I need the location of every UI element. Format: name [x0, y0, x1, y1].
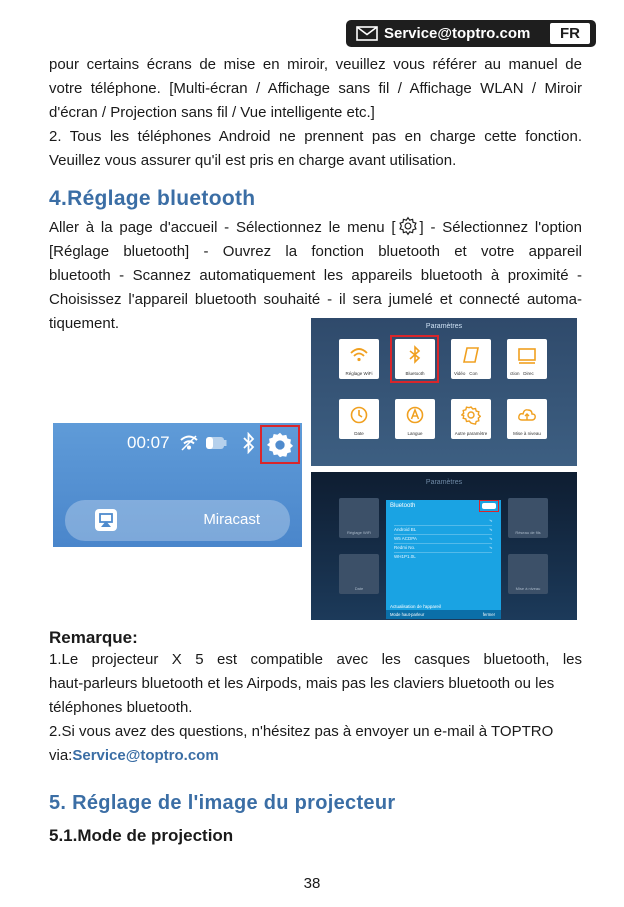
- tile-label: [451, 371, 491, 376]
- section-4-line-5: tiquement.: [49, 315, 120, 332]
- frame-icon: [461, 345, 481, 365]
- wifi-icon: [180, 435, 198, 451]
- section-5-1-title: 5.1.Mode de projection: [49, 826, 234, 845]
- tile-upgrade[interactable]: [507, 399, 547, 439]
- tile-direct[interactable]: [507, 339, 547, 379]
- settings-menu-screenshot: [311, 318, 577, 466]
- speaker-mode-row[interactable]: [386, 610, 501, 619]
- remark-line-1: 1.Le projecteur X 5 est compatible avec les casques bluetooth, les: [49, 651, 582, 668]
- tile-label: [507, 371, 547, 376]
- tile-label: Date: [354, 586, 364, 591]
- speaker-mode-value: fermer: [482, 612, 495, 617]
- cast-icon: [95, 509, 117, 531]
- refresh-devices-label[interactable]: Actualisation de l'appareil: [390, 604, 441, 609]
- device-row[interactable]: W5 ACDPA ⤷: [394, 527, 492, 541]
- bluetooth-icon: [243, 432, 255, 454]
- cloud-upload-icon: [517, 405, 537, 425]
- device-row[interactable]: WH1P1.0L ⤷: [394, 545, 492, 559]
- tile-wifi[interactable]: [339, 339, 379, 379]
- intro-line-3: d'écran / Projection sans fil / Vue intelligente etc.]: [49, 104, 375, 121]
- section-4-title: 4.Réglage bluetooth: [49, 187, 256, 210]
- tile-label: Réseau de fils: [515, 530, 541, 535]
- section-4-line-2: [Réglage bluetooth] - Ouvrez la fonction bluetooth et votre appareil: [49, 243, 582, 260]
- wifi-icon: [349, 345, 369, 365]
- bluetooth-dialog-screenshot: [311, 472, 577, 620]
- tile-language[interactable]: [395, 399, 435, 439]
- section-4-line-1a: Aller à la page d'accueil - Sélectionnez le menu [: [49, 219, 396, 236]
- gear-icon: [398, 216, 418, 236]
- remark-line-4: 2.Si vous avez des questions, n'hésitez pas à envoyer un e-mail à TOPTRO: [49, 723, 554, 740]
- settings-screen-title: Paramètres: [425, 323, 463, 330]
- language-badge: FR: [548, 21, 592, 46]
- tile-upgrade: [508, 554, 548, 594]
- tile-network: [508, 498, 548, 538]
- tile-label: Bluetooth: [405, 371, 425, 376]
- settings-icon[interactable]: [266, 431, 294, 459]
- page-number: 38: [303, 875, 321, 892]
- support-email-link[interactable]: Service@toptro.com: [72, 747, 219, 764]
- settings-screen-title: Paramètres: [425, 479, 463, 486]
- gear-icon: [461, 405, 481, 425]
- tile-other[interactable]: [451, 399, 491, 439]
- section-4-line-4: Choisissez l'appareil bluetooth souhaité - il sera jumelé et connecté automa-: [49, 291, 582, 308]
- tile-label-b: Con: [469, 371, 478, 376]
- section-5-title: 5. Réglage de l'image du projecteur: [49, 792, 396, 814]
- tile-label-a: Vidéo: [454, 371, 466, 376]
- tile-label: Date: [354, 431, 364, 436]
- contact-email[interactable]: Service@toptro.com: [384, 25, 531, 42]
- speaker-mode-label: Mode haut-parleur: [390, 612, 425, 617]
- clock-time: 00:07: [127, 433, 170, 452]
- tile-label: Mise à niveau: [515, 586, 541, 591]
- intro-line-4: 2. Tous les téléphones Android ne prennent pas en charge cette fonction.: [49, 128, 582, 145]
- miracast-label: Miracast: [203, 511, 260, 528]
- language-icon: [405, 405, 425, 425]
- section-4-line-1b: ] - Sélectionnez l'option: [419, 219, 582, 236]
- miracast-button[interactable]: [65, 500, 290, 541]
- device-row[interactable]: Redmi No. ⤷: [394, 536, 492, 550]
- bluetooth-highlight: [390, 335, 439, 383]
- tile-label: Langue: [407, 431, 423, 436]
- tile-label: Réglage WiFi: [346, 530, 371, 535]
- battery-icon: [205, 436, 227, 450]
- phone-screenshot: [53, 423, 302, 547]
- section-4-line-1: [49, 216, 582, 240]
- device-row[interactable]: Android BL ⤷: [394, 518, 492, 532]
- settings-highlight: [260, 425, 300, 464]
- remark-line-5: [49, 744, 582, 768]
- mail-icon: [356, 26, 378, 41]
- dialog-title: Bluetooth: [390, 503, 416, 509]
- toggle-highlight: [479, 500, 499, 512]
- screen-icon: [517, 345, 537, 365]
- remark-line-3: téléphones bluetooth.: [49, 699, 193, 716]
- remark-title: Remarque:: [49, 628, 138, 647]
- tile-label-a: ction: [510, 371, 520, 376]
- tile-date[interactable]: [339, 399, 379, 439]
- clock-icon: [349, 405, 369, 425]
- intro-line-2: votre téléphone. [Multi-écran / Affichage sans fil / Affichage WLAN / Miroir: [49, 80, 582, 97]
- remark-line-2: haut-parleurs bluetooth et les Airpods, mais pas les claviers bluetooth ou les: [49, 675, 555, 692]
- intro-line-1: pour certains écrans de mise en miroir, veuillez vous référer au manuel de: [49, 56, 582, 73]
- tile-video[interactable]: [451, 339, 491, 379]
- tile-wifi: [339, 498, 379, 538]
- tile-label-b: Direc: [523, 371, 534, 376]
- bluetooth-dialog: [386, 500, 501, 619]
- tile-label: Réglage WiFi: [345, 371, 373, 376]
- contact-badge: [346, 20, 596, 47]
- section-4-line-3: bluetooth - Scannez automatiquement les appareils bluetooth à proximité -: [49, 267, 582, 284]
- tile-date: [339, 554, 379, 594]
- remark-via-label: via:: [49, 747, 73, 764]
- intro-line-5: Veuillez vous assurer qu'il est pris en charge avant utilisation.: [49, 152, 457, 169]
- tile-label: Autre paramètre: [454, 431, 488, 436]
- tile-label: Mise à niveau: [513, 431, 541, 436]
